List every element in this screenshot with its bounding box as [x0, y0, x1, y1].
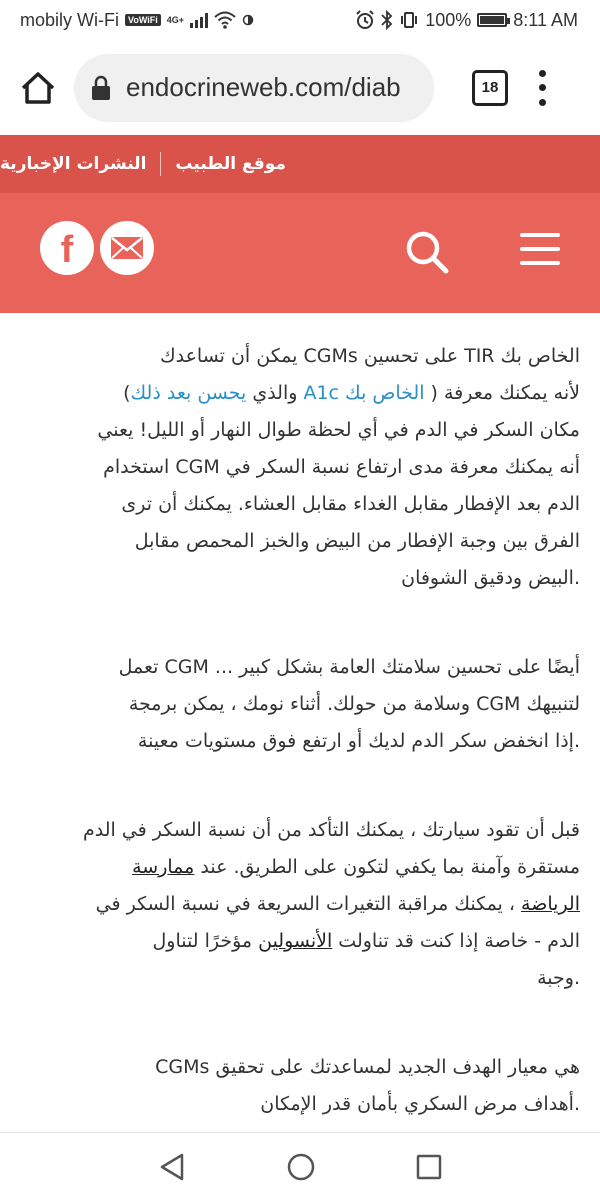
- paragraph: [20, 649, 580, 760]
- wifi-icon: [214, 11, 236, 29]
- text-line: هي معيار الهدف الجديد لمساعدتك على تحقيق CGMs: [155, 1056, 580, 1078]
- facebook-icon[interactable]: f: [40, 221, 94, 275]
- status-bar: [0, 0, 600, 40]
- insulin-link[interactable]: الأنسولين: [258, 930, 333, 952]
- tab-switcher-button[interactable]: 18: [472, 70, 508, 106]
- status-right: [355, 10, 578, 31]
- menu-icon[interactable]: [520, 233, 560, 265]
- status-left: [20, 10, 254, 31]
- system-nav-bar: [0, 1132, 600, 1201]
- clock-time: 8:11 AM: [513, 9, 578, 30]
- vibrate-icon: [399, 10, 419, 30]
- battery-icon: [477, 13, 507, 27]
- search-icon[interactable]: [404, 229, 450, 275]
- vowifi-icon: VoWiFi: [125, 14, 161, 26]
- text-line: مكان السكر في الدم في أي لحظة طوال النهار أو الليل! يعني: [97, 419, 580, 441]
- text-line: ): [123, 382, 131, 404]
- text-line: الدم بعد الإفطار مقابل الغداء مقابل العشاء. يمكنك أن ترى: [121, 493, 580, 515]
- overflow-menu-icon[interactable]: [536, 70, 548, 106]
- text-line: لأنه يمكنك معرفة (: [424, 382, 580, 404]
- article-body: [20, 338, 580, 1175]
- improves-later-link[interactable]: يحسن بعد ذلك: [130, 382, 247, 404]
- paragraph: [20, 1049, 580, 1123]
- text-line: أيضًا على تحسين سلامتك العامة بشكل كبير ... CGM تعمل: [118, 656, 580, 678]
- text-line: مستقرة وآمنة بما يكفي لتكون على الطريق. عند: [194, 856, 580, 878]
- text-line: .البيض ودقيق الشوفان: [401, 567, 580, 589]
- lock-icon: [90, 75, 112, 101]
- paragraph: [20, 338, 580, 597]
- text-line: قبل أن تقود سيارتك ، يمكنك التأكد من أن نسبة السكر في الدم: [82, 819, 580, 841]
- text-line: الفرق بين وجبة الإفطار من البيض والخبز المحمص مقابل: [134, 530, 580, 552]
- data-saver-icon: [242, 14, 254, 26]
- text-line: .إذا انخفض سكر الدم لديك أو ارتفع فوق مستويات معينة: [137, 730, 580, 752]
- bluetooth-icon: [381, 10, 393, 30]
- link-divider: [160, 152, 161, 176]
- browser-toolbar: [0, 40, 600, 135]
- text-line: ، يمكنك مراقبة التغيرات السريعة في نسبة السكر في: [95, 893, 522, 915]
- signal-icon: [190, 12, 208, 28]
- battery-percent: 100%: [425, 9, 472, 30]
- home-nav-icon[interactable]: [286, 1152, 316, 1182]
- text-line: والذي: [246, 382, 304, 404]
- back-icon[interactable]: [158, 1152, 186, 1182]
- site-header: [0, 193, 600, 313]
- text-line: .وجبة: [537, 967, 580, 989]
- alarm-icon: [355, 10, 375, 30]
- text-line: الخاص بك TIR على تحسين CGMs يمكن أن تساعدك: [159, 345, 580, 367]
- url-text: endocrineweb.com/diab: [126, 72, 401, 102]
- text-line: الدم - خاصة إذا كنت قد تناولت: [332, 930, 580, 952]
- social-icons: [40, 221, 154, 275]
- site-top-links: [0, 135, 600, 193]
- email-icon[interactable]: [100, 221, 154, 275]
- text-line: مؤخرًا لتناول: [152, 930, 259, 952]
- text-line: أنه يمكنك معرفة مدى ارتفاع نسبة السكر في CGM استخدام: [103, 456, 580, 478]
- home-icon[interactable]: [16, 66, 60, 110]
- carrier-label: mobily Wi-Fi: [20, 9, 119, 30]
- paragraph: [20, 812, 580, 997]
- text-line: لتنبيهك CGM وسلامة من حولك. أثناء نومك ، يمكن برمجة: [128, 693, 580, 715]
- text-line: .أهداف مرض السكري بأمان قدر الإمكان: [260, 1093, 580, 1115]
- sports-link[interactable]: الرياضة: [521, 893, 580, 915]
- exercise-link[interactable]: ممارسة: [132, 856, 195, 878]
- a1c-link[interactable]: الخاص بك A1c: [303, 382, 425, 404]
- network-type-icon: 4G+: [166, 15, 185, 25]
- doctor-site-link[interactable]: موقع الطبيب: [175, 154, 286, 174]
- recents-icon[interactable]: [416, 1154, 442, 1180]
- newsletters-link[interactable]: النشرات الإخبارية: [0, 154, 147, 174]
- address-bar[interactable]: [74, 54, 434, 122]
